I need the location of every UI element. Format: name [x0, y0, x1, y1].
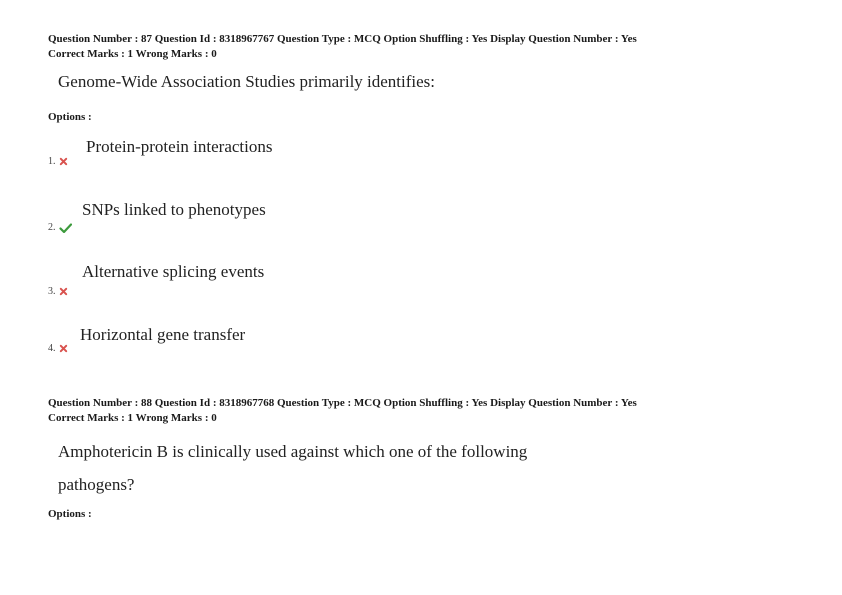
- option-text-4: Horizontal gene transfer: [80, 325, 246, 344]
- cross-mark-icon: [59, 287, 68, 296]
- option-text-1: Protein-protein interactions: [86, 137, 273, 156]
- check-mark-icon: [59, 223, 72, 233]
- question-text-88-line1: Amphotericin B is clinically used against which one of the following: [58, 442, 528, 461]
- question-marks-88: Correct Marks : 1 Wrong Marks : 0: [48, 412, 217, 424]
- option-number-2: [48, 222, 72, 233]
- question-meta-line-87: Question Number : 87 Question Id : 8318967767 Question Type : MCQ Option Shuffling : Yes Display Question Number : Yes: [48, 33, 637, 45]
- option-number-label: 3.: [48, 286, 56, 297]
- option-number-label: 4.: [48, 343, 56, 354]
- option-text-3: Alternative splicing events: [82, 262, 265, 281]
- options-label-87: Options :: [48, 111, 92, 123]
- option-number-4: [48, 343, 68, 354]
- options-label-88: Options :: [48, 508, 92, 520]
- cross-mark-icon: [59, 344, 68, 353]
- option-text-2: SNPs linked to phenotypes: [82, 200, 266, 219]
- question-text-87: Genome-Wide Association Studies primarily identifies:: [58, 72, 436, 91]
- option-number-label: 2.: [48, 222, 56, 233]
- question-marks-87: Correct Marks : 1 Wrong Marks : 0: [48, 48, 217, 60]
- option-number-3: [48, 286, 68, 297]
- question-meta-line-88: Question Number : 88 Question Id : 8318967768 Question Type : MCQ Option Shuffling : Yes Display Question Number : Yes: [48, 397, 637, 409]
- cross-mark-icon: [59, 157, 68, 166]
- question-text-88-line2: pathogens?: [58, 475, 135, 494]
- option-number-1: [48, 156, 68, 167]
- option-number-label: 1.: [48, 156, 56, 167]
